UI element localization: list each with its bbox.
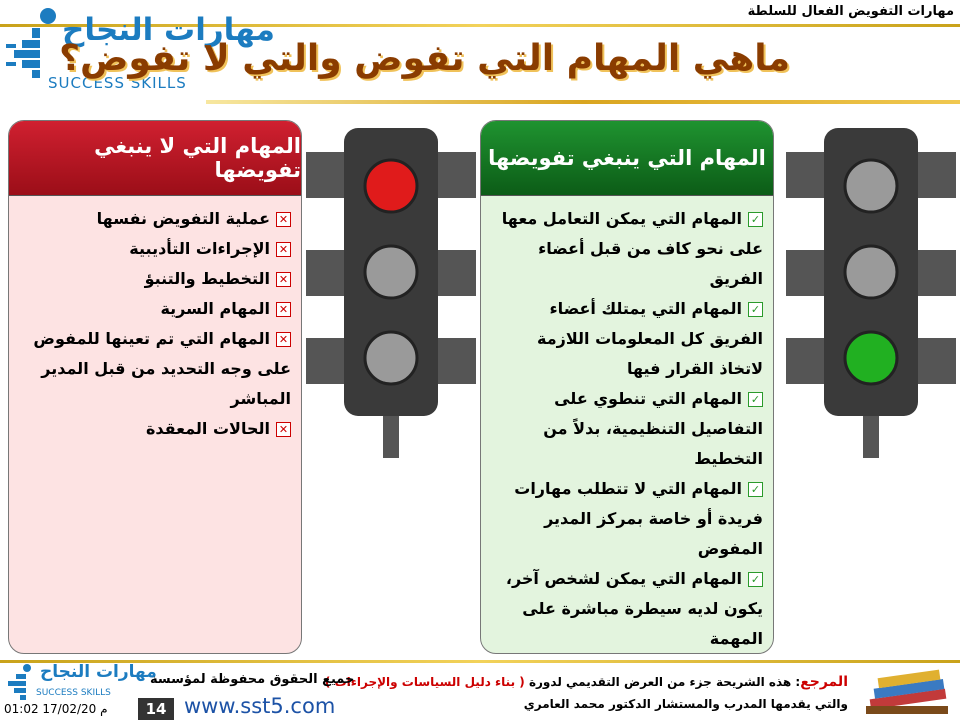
non-delegable-item xyxy=(19,294,291,324)
footer-reference xyxy=(325,674,848,690)
non-delegable-item-text: المهام السرية xyxy=(160,299,270,318)
non-delegable-heading: المهام التي لا ينبغي تفويضها xyxy=(9,121,301,196)
reference-text: : هذه الشريحة جزء من العرض التقديمي لدورة xyxy=(528,675,801,689)
delegable-list xyxy=(481,196,773,654)
delegable-panel xyxy=(480,120,774,654)
x-box-icon: ✕ xyxy=(276,422,291,437)
delegable-item-text: المهام التي تنطوي على التفاصيل التنظيمية، بدلاً من التخطيط xyxy=(543,389,763,468)
delegable-item xyxy=(491,294,763,384)
delegable-item-text: المهام التي يمتلك أعضاء الفريق كل المعلومات اللازمة لاتخاذ القرار فيها xyxy=(537,299,763,378)
x-box-icon: ✕ xyxy=(276,302,291,317)
logo-arabic-text: مهارات النجاح xyxy=(62,12,275,48)
non-delegable-item-text: المهام التي تم تعينها للمفوض على وجه التحديد من قبل المدير المباشر xyxy=(33,329,291,408)
delegable-item-text: المهام التي لا تتطلب مهارات فريدة أو خاصة بمركز المدير المفوض xyxy=(514,479,763,558)
books-icon xyxy=(860,664,956,720)
non-delegable-item xyxy=(19,204,291,234)
x-box-icon: ✕ xyxy=(276,272,291,287)
non-delegable-item xyxy=(19,414,291,444)
page-title: ماهي المهام التي تفوض والتي لا تفوض؟ xyxy=(59,38,790,79)
non-delegable-item-text: الحالات المعقدة xyxy=(145,419,270,438)
check-box-icon: ✓ xyxy=(748,302,763,317)
non-delegable-list xyxy=(9,196,301,444)
red-traffic-light-icon xyxy=(306,128,476,458)
footer-logo-arabic: مهارات النجاح xyxy=(40,662,157,682)
non-delegable-item-text: عملية التفويض نفسها xyxy=(96,209,270,228)
x-box-icon: ✕ xyxy=(276,212,291,227)
footer-logo-english: SUCCESS SKILLS xyxy=(36,688,111,698)
reference-label: المرجع xyxy=(800,674,848,690)
logo-english-text: SUCCESS SKILLS xyxy=(48,74,187,92)
delegable-item xyxy=(491,384,763,474)
check-box-icon: ✓ xyxy=(748,482,763,497)
website-link[interactable]: www.sst5.com xyxy=(184,694,336,718)
check-box-icon: ✓ xyxy=(748,392,763,407)
copyright-text: جميع الحقوق محفوظة لمؤسسة xyxy=(150,672,355,687)
green-traffic-light-icon xyxy=(786,128,956,458)
non-delegable-item xyxy=(19,264,291,294)
check-box-icon: ✓ xyxy=(748,212,763,227)
footer-reference-line2: والتي يقدمها المدرب والمستشار الدكتور محمد العامري xyxy=(523,697,848,711)
title-underline xyxy=(206,100,960,104)
non-delegable-item-text: الإجراءات التأديبية xyxy=(129,239,270,258)
non-delegable-item-text: التخطيط والتنبؤ xyxy=(144,269,270,288)
footer-logo xyxy=(2,662,157,702)
delegable-item xyxy=(491,204,763,294)
slide-datetime: 01:02 17/02/20 م xyxy=(4,702,108,716)
delegable-item-text: المهام التي يمكن لشخص آخر، يكون لديه سيطرة مباشرة على المهمة xyxy=(505,569,763,648)
page-number: 14 xyxy=(138,698,174,720)
delegable-item-text: المهام التي يمكن التعامل معها على نحو كاف من قبل أعضاء الفريق xyxy=(501,209,763,288)
delegable-heading: المهام التي ينبغي تفويضها xyxy=(481,121,773,196)
delegable-item xyxy=(491,474,763,564)
check-box-icon: ✓ xyxy=(748,572,763,587)
non-delegable-item xyxy=(19,234,291,264)
non-delegable-item xyxy=(19,324,291,414)
x-box-icon: ✕ xyxy=(276,332,291,347)
x-box-icon: ✕ xyxy=(276,242,291,257)
reference-course: ( بناء دليل السياسات والإجراءات ) xyxy=(324,675,525,689)
slide-topic: مهارات التفويض الفعال للسلطة xyxy=(747,4,954,19)
runner-logo-small-icon xyxy=(2,662,36,702)
delegable-item xyxy=(491,564,763,654)
non-delegable-panel xyxy=(8,120,302,654)
